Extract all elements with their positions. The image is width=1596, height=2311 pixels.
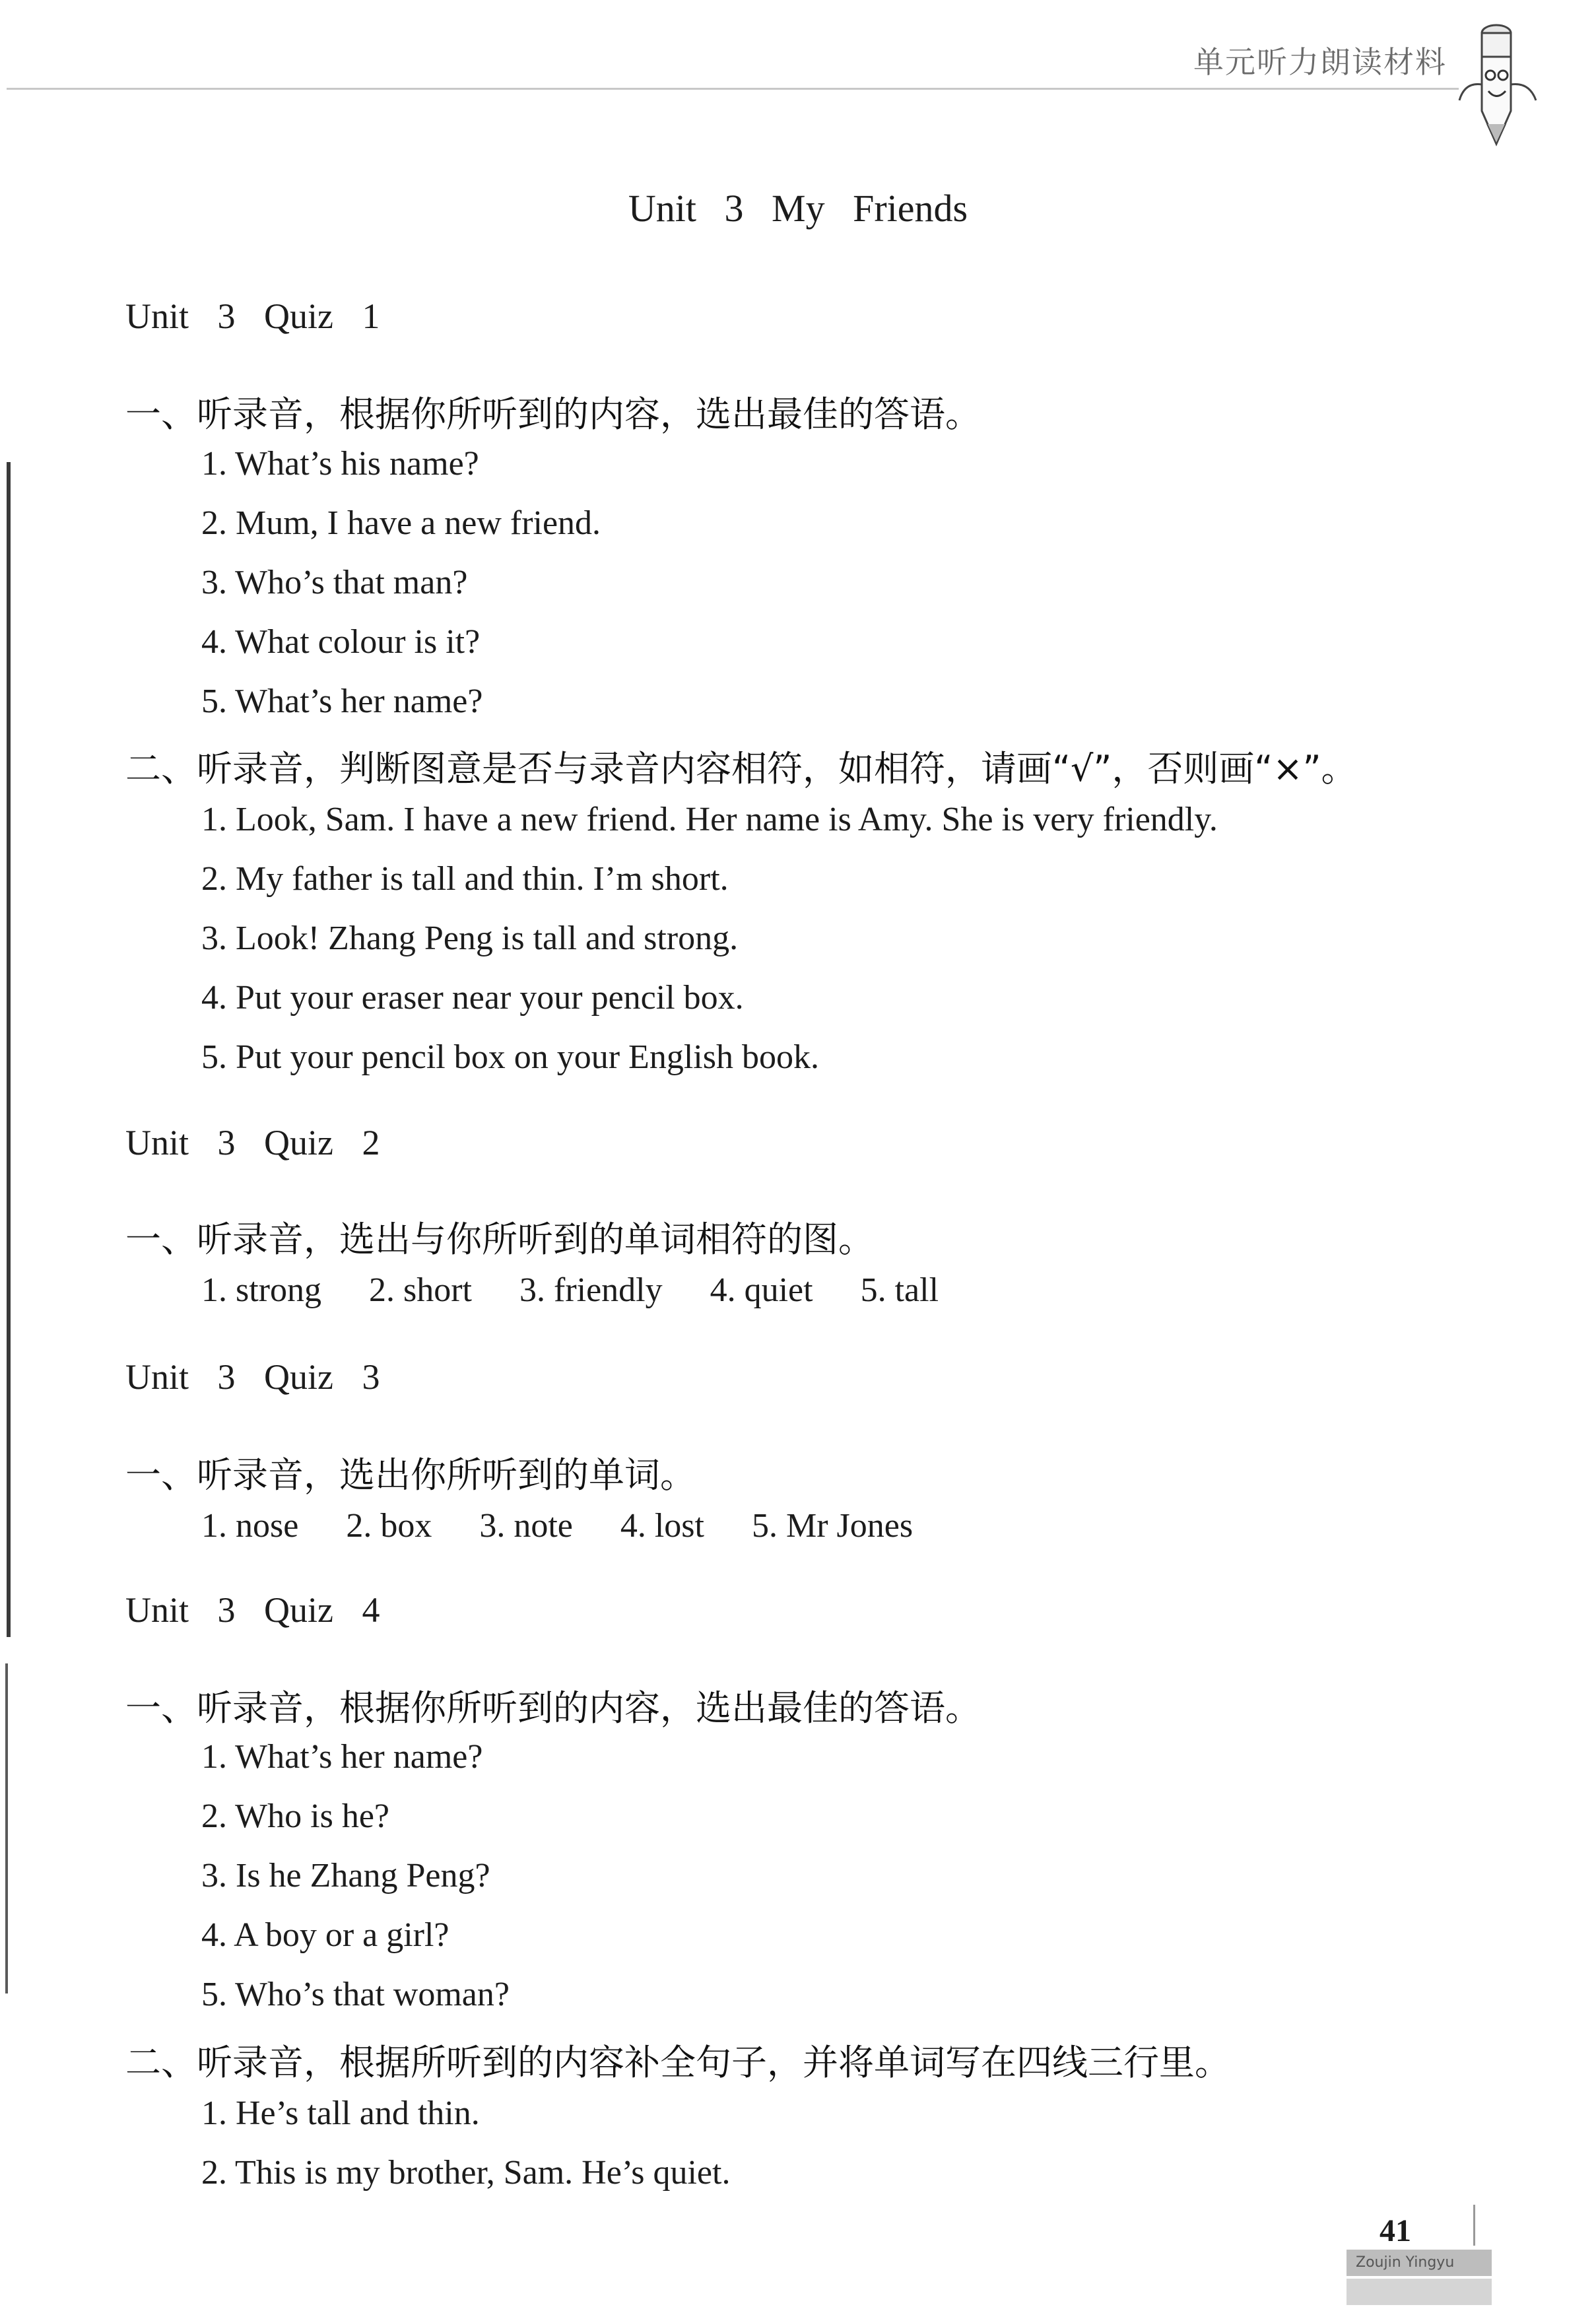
word-item: 5. tall (860, 1271, 939, 1309)
word-item: 4. lost (620, 1507, 704, 1545)
word-item: 1. nose (201, 1507, 299, 1545)
word-item: 3. friendly (519, 1271, 663, 1309)
word-list (201, 1506, 913, 1545)
page-number: 41 (1380, 2213, 1411, 2248)
list-item: 5. Who’s that woman? (201, 1976, 510, 2013)
pencil-mascot-icon (1455, 18, 1541, 151)
list-item: 1. Look, Sam. I have a new friend. Her name is Amy. She is very friendly. (201, 801, 1218, 838)
list-item: 3. Who’s that man? (201, 564, 468, 601)
list-item: 5. Put your pencil box on your English book. (201, 1038, 819, 1076)
list-item: 5. What’s her name? (201, 683, 483, 720)
word-list (201, 1271, 939, 1310)
page-number-divider (1473, 2205, 1475, 2246)
margin-scan-edge (7, 462, 11, 1637)
list-item: 2. Mum, I have a new friend. (201, 504, 601, 542)
word-item: 2. short (369, 1271, 472, 1309)
section-heading: 二、听录音，根据所听到的内容补全句子，并将单词写在四线三行里。 (125, 2042, 1230, 2083)
list-item: 1. What’s his name? (201, 445, 479, 483)
list-item: 4. Put your eraser near your pencil box. (201, 979, 744, 1017)
word-item: 5. Mr Jones (752, 1507, 914, 1545)
header-section-title: 单元听力朗读材料 (1193, 44, 1447, 80)
word-item: 3. note (479, 1507, 573, 1545)
list-item: 2. Who is he? (201, 1797, 389, 1835)
list-item: 1. He’s tall and thin. (201, 2094, 480, 2132)
margin-scan-edge (5, 1663, 8, 1993)
list-item: 3. Is he Zhang Peng? (201, 1857, 490, 1894)
list-item: 4. A boy or a girl? (201, 1916, 449, 1954)
section-heading: 二、听录音，判断图意是否与录音内容相符，如相符，请画“√”，否则画“×”。 (125, 748, 1357, 789)
page-title: Unit 3 My Friends (628, 187, 968, 230)
quiz-heading: Unit 3 Quiz 4 (125, 1590, 380, 1630)
section-heading: 一、听录音，选出与你所听到的单词相符的图。 (125, 1219, 874, 1260)
list-item: 4. What colour is it? (201, 623, 481, 661)
list-item: 3. Look! Zhang Peng is tall and strong. (201, 920, 739, 957)
section-heading: 一、听录音，选出你所听到的单词。 (125, 1454, 696, 1496)
list-item: 1. What’s her name? (201, 1738, 483, 1776)
list-item: 2. This is my brother, Sam. He’s quiet. (201, 2154, 731, 2192)
list-item: 2. My father is tall and thin. I’m short. (201, 860, 729, 898)
footer-strip (1347, 2279, 1492, 2305)
word-item: 1. strong (201, 1271, 321, 1309)
section-heading: 一、听录音，根据你所听到的内容，选出最佳的答语。 (125, 1687, 981, 1729)
quiz-heading: Unit 3 Quiz 1 (125, 296, 380, 336)
header-divider (7, 88, 1459, 90)
quiz-heading: Unit 3 Quiz 3 (125, 1357, 380, 1397)
word-item: 2. box (346, 1507, 432, 1545)
footer-brand: Zoujin Yingyu (1347, 2250, 1492, 2276)
section-heading: 一、听录音，根据你所听到的内容，选出最佳的答语。 (125, 393, 981, 435)
word-item: 4. quiet (710, 1271, 813, 1309)
quiz-heading: Unit 3 Quiz 2 (125, 1123, 380, 1162)
